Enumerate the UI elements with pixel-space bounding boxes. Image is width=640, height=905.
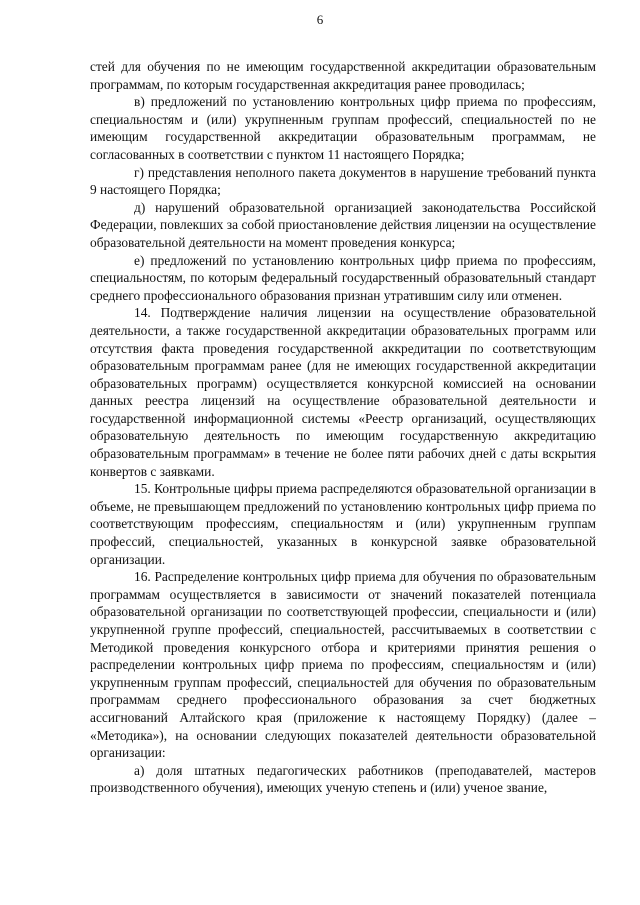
paragraph-item-e: е) предложений по установлению контрольных цифр приема по профессиям, специальностям, по которым федеральный государственный образовательный стандарт среднего профессионального образования признан утратившим силу или отменен. bbox=[90, 252, 596, 303]
page-number: 6 bbox=[316, 12, 324, 27]
document-body bbox=[90, 58, 596, 797]
paragraph-15: 15. Контрольные цифры приема распределяются образовательной организации в объеме, не превышающем предложений по установлению контрольных цифр приема по соответствующим профессиям, специальностям и (или) укрупненным группам профессий, специальностей, указанных в конкурсной заявке образовательной организации. bbox=[90, 481, 596, 567]
paragraph-item-a: а) доля штатных педагогических работников (преподавателей, мастеров производственного обучения), имеющих ученую степень и (или) ученое звание, bbox=[90, 762, 596, 796]
paragraph-item-v: в) предложений по установлению контрольных цифр приема по профессиям, специальностям и (или) укрупненным группам профессий, специальностей по не имеющим государственной аккредитации образовательным программам, не согласованных в соответствии с пунктом 11 настоящего Порядка; bbox=[90, 94, 596, 162]
paragraph-16: 16. Распределение контрольных цифр приема для обучения по образовательным программам осуществляется в зависимости от значений показателей потенциала образовательной организации по соответствующей профессии, специальности и (или) укрупненной группе профессий, специальностей, рассчитываемых в соответствии с Методикой проведения конкурсного отбора и критериями принятия решения о распределении контрольных цифр приема по профессиям, специальностям и (или) укрупненным группам профессий, специальностей для обучения по образовательным программам среднего профессионального образования за счет бюджетных ассигнований Алтайского края (приложение к настоящему Порядку) (далее – «Методика»), на основании следующих показателей деятельности образовательной организации: bbox=[90, 569, 596, 761]
paragraph-14: 14. Подтверждение наличия лицензии на осуществление образовательной деятельности, а также государственной аккредитации образовательных программ или отсутствия факта проведения государственной аккредитации по соответствующим образовательным программам ранее (для не имеющих государственной аккредитации образовательных программ) осуществляется конкурсной комиссией на основании данных реестра лицензий на осуществление образовательной деятельности и государственной информационной системы «Реестр организаций, осуществляющих образовательную деятельность по имеющим государственную аккредитацию образовательным программам» в течение не более пяти рабочих дней с даты вскрытия конвертов с заявками. bbox=[90, 305, 596, 479]
paragraph-item-g: г) представления неполного пакета документов в нарушение требований пункта 9 настоящего Порядка; bbox=[90, 164, 596, 198]
paragraph-item-d: д) нарушений образовательной организацией законодательства Российской Федерации, повлекших за собой приостановление действия лицензии на осуществление образовательной деятельности на момент проведения конкурса; bbox=[90, 199, 596, 250]
paragraph-continuation: стей для обучения по не имеющим государственной аккредитации образовательным программам, по которым государственная аккредитация ранее проводилась; bbox=[90, 59, 596, 92]
